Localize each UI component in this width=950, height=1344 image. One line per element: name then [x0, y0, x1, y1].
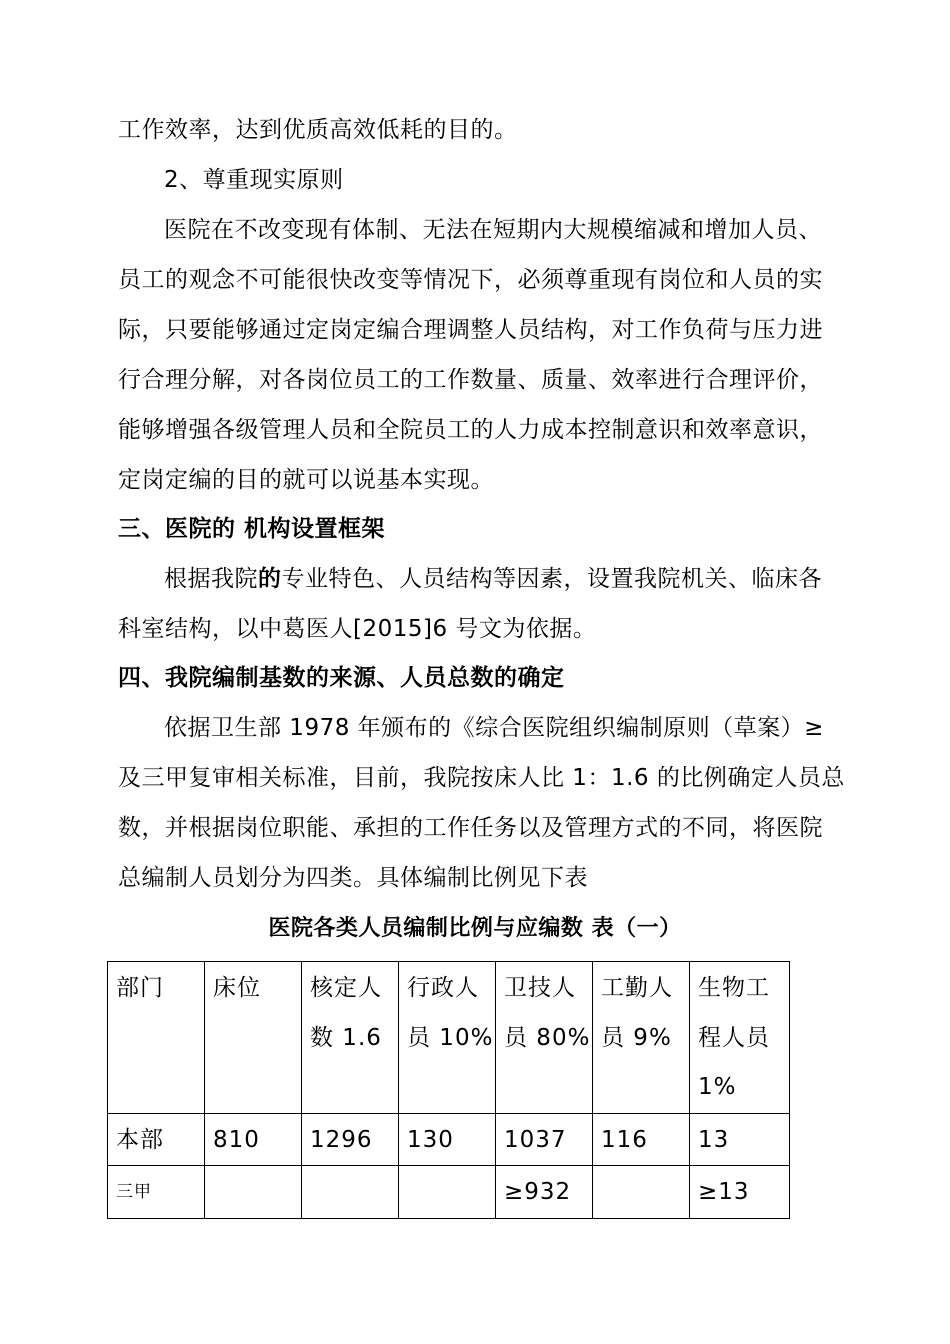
- table-title: 医院各类人员编制比例与应编数 表（一）: [268, 916, 682, 941]
- paragraph-line: 总编制人员划分为四类。具体编制比例见下表: [118, 865, 588, 891]
- paragraph-line: 医院在不改变现有体制、无法在短期内大规模缩减和增加人员、: [164, 217, 822, 243]
- table-cell: [593, 1166, 690, 1219]
- table-cell: [399, 1166, 496, 1219]
- paragraph-line: 及三甲复审相关标准，目前，我院按床人比 1：1.6 的比例确定人员总: [118, 765, 845, 791]
- table-cell: ≥932: [496, 1166, 593, 1219]
- paragraph-line: [164, 564, 822, 594]
- table-cell: 三甲: [108, 1166, 205, 1219]
- table-row: [108, 1166, 790, 1219]
- table-cell: 1296: [302, 1113, 399, 1166]
- table-header-cell: 核定人数 1.6: [302, 962, 399, 1114]
- table-cell: [302, 1166, 399, 1219]
- table-cell: [205, 1166, 302, 1219]
- section-heading: 四、我院编制基数的来源、人员总数的确定: [118, 665, 565, 691]
- paragraph-line: 能够增强各级管理人员和全院员工的人力成本控制意识和效率意识，: [118, 417, 823, 443]
- paragraph-fragment: 专业特色、人员结构等因素，设置我院机关、临床各: [281, 566, 822, 592]
- table-header-cell: 工勤人员 9%: [593, 962, 690, 1114]
- table-cell: 810: [205, 1113, 302, 1166]
- table-cell: 1037: [496, 1113, 593, 1166]
- staffing-table: [107, 961, 790, 1219]
- table-header-cell: 部门: [108, 962, 205, 1114]
- table-header-cell: 卫技人员 80%: [496, 962, 593, 1114]
- paragraph-line: 科室结构，以中葛医人[2015]6 号文为依据。: [118, 616, 597, 642]
- paragraph-line: 定岗定编的目的就可以说基本实现。: [118, 467, 494, 493]
- section-subtitle: 2、尊重现实原则: [164, 167, 344, 193]
- section-heading: 三、医院的 机构设置框架: [118, 516, 386, 542]
- table-header-cell: 行政人员 10%: [399, 962, 496, 1114]
- paragraph-line: 际，只要能够通过定岗定编合理调整人员结构，对工作负荷与压力进: [118, 317, 823, 343]
- table-header-row: [108, 962, 790, 1114]
- paragraph-line: 行合理分解，对各岗位员工的工作数量、质量、效率进行合理评价，: [118, 367, 823, 393]
- table-cell: ≥13: [690, 1166, 790, 1219]
- table-cell: 本部: [108, 1113, 205, 1166]
- paragraph-line: 依据卫生部 1978 年颁布的《综合医院组织编制原则（草案）≥: [164, 715, 824, 741]
- paragraph-line: 工作效率，达到优质高效低耗的目的。: [118, 117, 518, 143]
- table-header-cell: 生物工程人员1%: [690, 962, 790, 1114]
- table-row: [108, 1113, 790, 1166]
- paragraph-fragment-bold: 的: [258, 566, 282, 592]
- paragraph-line: 数，并根据岗位职能、承担的工作任务以及管理方式的不同，将医院: [118, 815, 823, 841]
- table-header-cell: 床位: [205, 962, 302, 1114]
- table-cell: 130: [399, 1113, 496, 1166]
- table-cell: 116: [593, 1113, 690, 1166]
- paragraph-line: 员工的观念不可能很快改变等情况下，必须尊重现有岗位和人员的实: [118, 267, 823, 293]
- table-cell: 13: [690, 1113, 790, 1166]
- paragraph-fragment: 根据我院: [164, 566, 258, 592]
